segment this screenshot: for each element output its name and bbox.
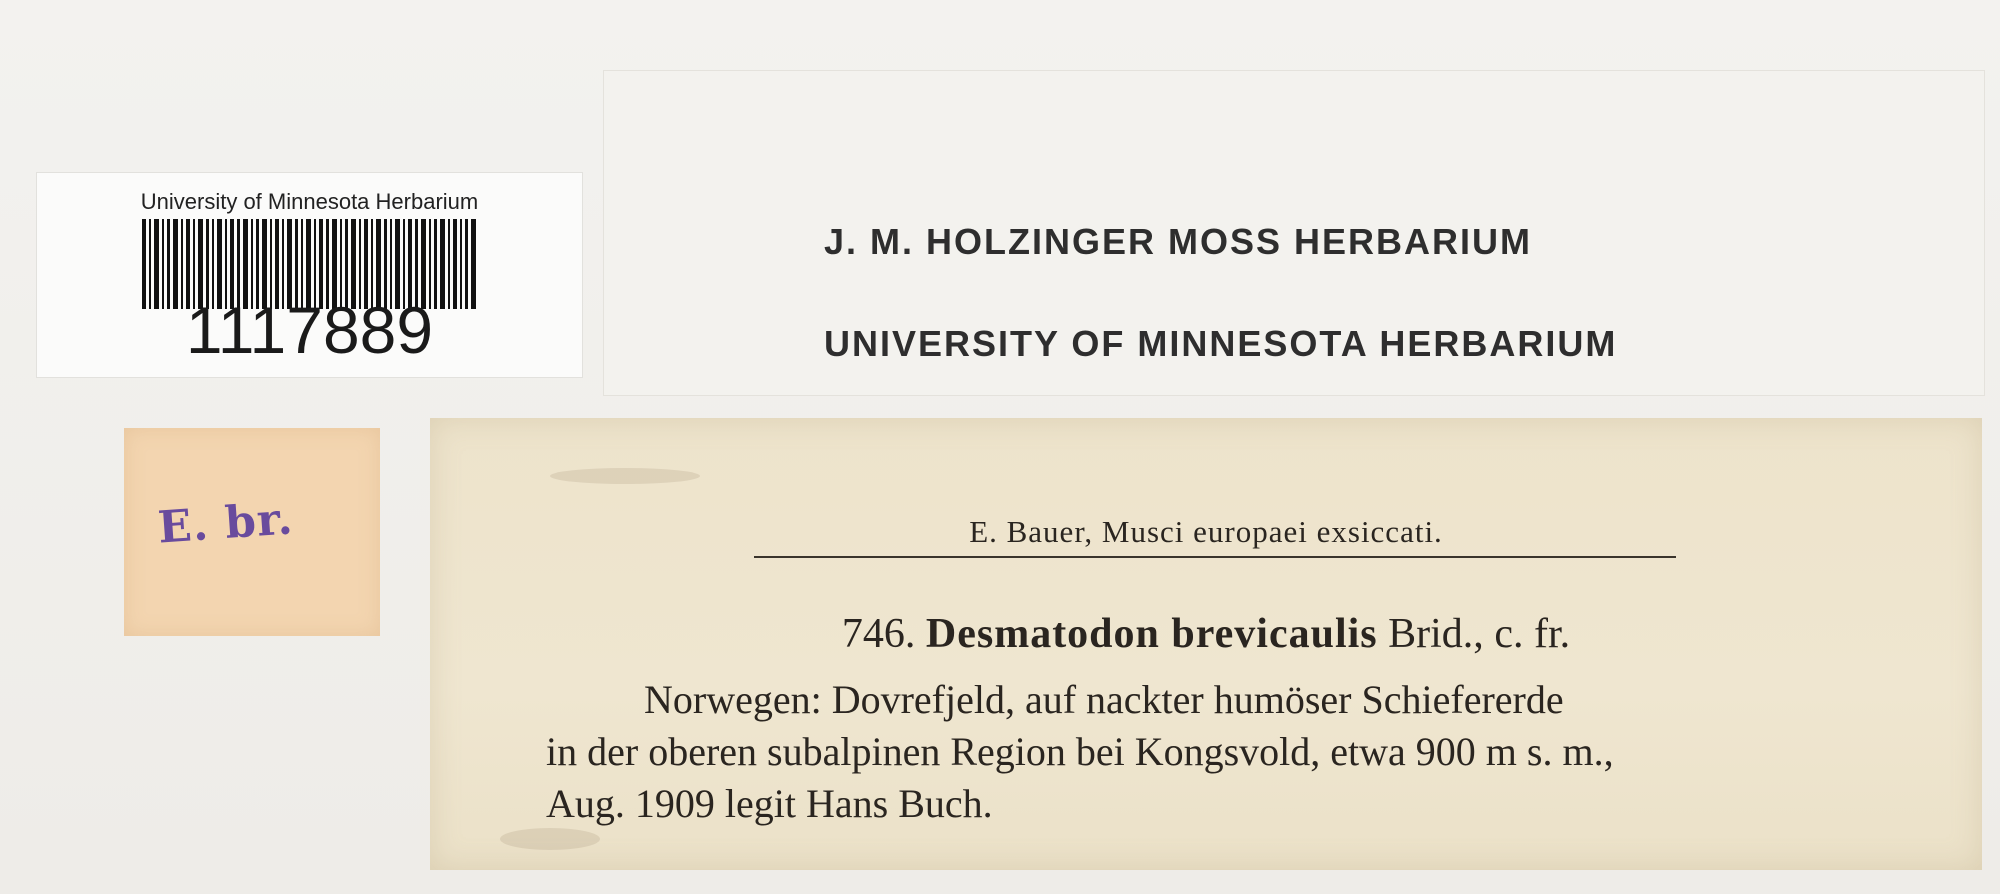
- fruiting-status: c. fr.: [1494, 611, 1571, 657]
- locality-line: Norwegen: Dovrefjeld, auf nackter humöser Schiefererde: [644, 677, 1564, 722]
- locality-text: [546, 674, 1906, 830]
- collection-date-collector: Aug. 1909 legit Hans Buch.: [546, 781, 993, 826]
- barcode-label: [36, 172, 583, 378]
- catalog-number: 1117889: [185, 293, 434, 367]
- paper-stain: [500, 828, 600, 850]
- divider: [754, 556, 1676, 558]
- species-name: Desmatodon brevicaulis: [925, 611, 1378, 657]
- stamp-paper: [124, 428, 380, 636]
- paper-stain: [550, 468, 700, 484]
- exsiccata-series: E. Bauer, Musci europaei exsiccati.: [969, 514, 1443, 549]
- institution-name: UNIVERSITY OF MINNESOTA HERBARIUM: [824, 323, 1618, 364]
- ink-stamp: E. br.: [156, 493, 296, 554]
- barcode-institution: University of Minnesota Herbarium: [140, 189, 479, 214]
- species-author: Brid.,: [1388, 611, 1484, 657]
- collection-name: J. M. HOLZINGER MOSS HERBARIUM: [824, 221, 1533, 262]
- herbarium-header-label: [603, 70, 1985, 396]
- exsiccata-number: 746.: [841, 611, 916, 657]
- species-line: [430, 610, 1982, 658]
- exsiccata-label: [430, 418, 1982, 870]
- locality-line: in der oberen subalpinen Region bei Kongsvold, etwa 900 m s. m.,: [546, 729, 1614, 774]
